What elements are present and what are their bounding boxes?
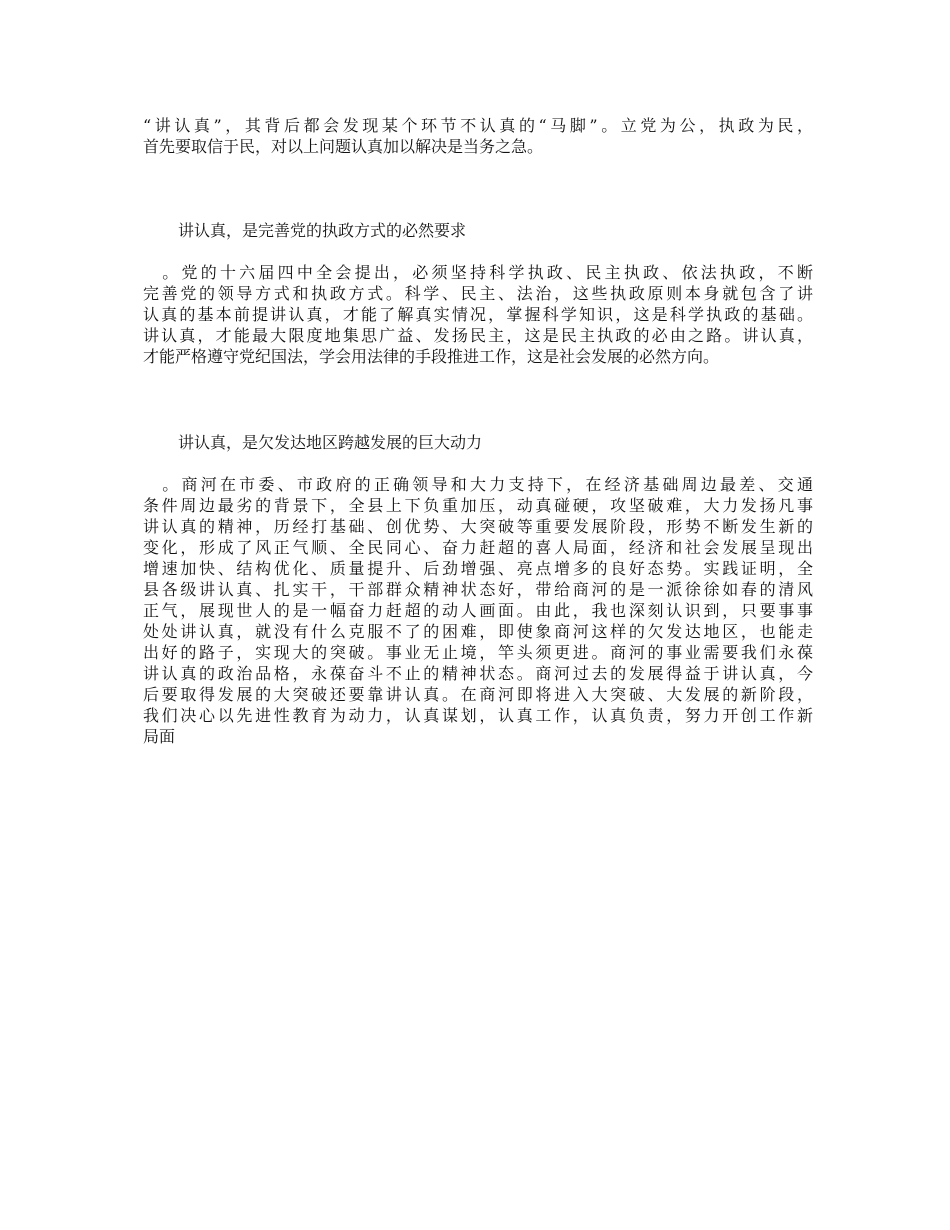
text-line: 我们决心以先进性教育为动力，认真谋划，认真工作，认真负责，努力开创工作新 bbox=[143, 706, 813, 725]
section-paragraph bbox=[143, 262, 813, 367]
section-paragraph bbox=[143, 474, 813, 747]
text-line: 首先要取信于民，对以上问题认真加以解决是当务之急。 bbox=[143, 137, 544, 156]
text-line: 变化，形成了风正气顺、全民同心、奋力赶超的喜人局面，经济和社会发展呈现出 bbox=[143, 538, 813, 557]
text-line: 县各级讲认真、扎实干，干部群众精神状态好，带给商河的是一派徐徐如春的清风 bbox=[143, 580, 813, 599]
text-line: 讲认真，才能最大限度地集思广益、发扬民主，这是民主执政的必由之路。讲认真， bbox=[143, 326, 813, 345]
text-line: 处处讲认真，就没有什么克服不了的困难，即使象商河这样的欠发达地区，也能走 bbox=[143, 622, 813, 641]
text-line: 后要取得发展的大突破还要靠讲认真。在商河即将进入大突破、大发展的新阶段， bbox=[143, 685, 813, 704]
text-line: 认真的基本前提讲认真，才能了解真实情况，掌握科学知识，这是科学执政的基础。 bbox=[143, 305, 813, 324]
text-line: 完善党的领导方式和执政方式。科学、民主、法治，这些执政原则本身就包含了讲 bbox=[143, 284, 813, 303]
section-heading: 讲认真，是欠发达地区跨越发展的巨大动力 bbox=[178, 433, 483, 452]
text-line: 正气，展现世人的是一幅奋力赶超的动人画面。由此，我也深刻认识到，只要事事 bbox=[143, 601, 813, 620]
text-line: 增速加快、结构优化、质量提升、后劲增强、亮点增多的良好态势。实践证明，全 bbox=[143, 559, 813, 578]
text-line: 。党的十六届四中全会提出，必须坚持科学执政、民主执政、依法执政，不断 bbox=[143, 263, 813, 282]
text-line: 讲认真的政治品格，永葆奋斗不止的精神状态。商河过去的发展得益于讲认真，今 bbox=[143, 664, 813, 683]
text-line: 才能严格遵守党纪国法，学会用法律的手段推进工作，这是社会发展的必然方向。 bbox=[143, 347, 720, 366]
section-heading: 讲认真，是完善党的执政方式的必然要求 bbox=[178, 221, 467, 240]
text-line: “讲认真”，其背后都会发现某个环节不认真的“马脚”。立党为公，执政为民， bbox=[143, 116, 813, 135]
intro-paragraph bbox=[143, 115, 813, 157]
text-line: 条件周边最劣的背景下，全县上下负重加压，动真碰硬，攻坚破难，大力发扬凡事 bbox=[143, 496, 813, 515]
text-line: 局面 bbox=[143, 727, 176, 746]
text-line: 讲认真的精神，历经打基础、创优势、大突破等重要发展阶段，形势不断发生新的 bbox=[143, 517, 813, 536]
text-line: 。商河在市委、市政府的正确领导和大力支持下，在经济基础周边最差、交通 bbox=[143, 475, 813, 494]
text-line: 出好的路子，实现大的突破。事业无止境，竿头须更进。商河的事业需要我们永葆 bbox=[143, 643, 813, 662]
